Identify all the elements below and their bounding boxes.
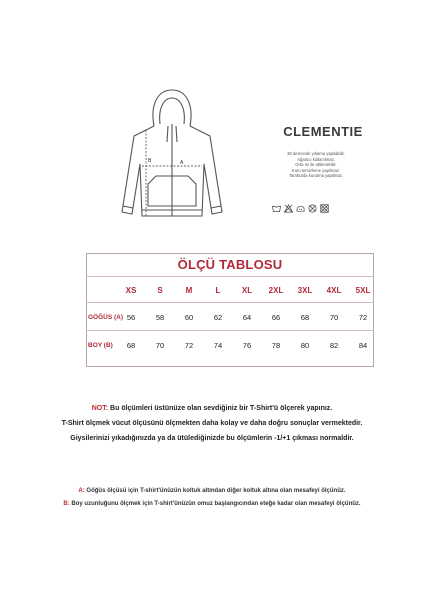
- table-cell: 72: [184, 341, 194, 350]
- table-row: [86, 338, 374, 354]
- table-cell: 70: [155, 341, 165, 350]
- table-cell: 76: [242, 341, 252, 350]
- table-cell: 70: [329, 313, 339, 322]
- definition-line: [0, 500, 424, 508]
- table-cell: 56: [126, 313, 136, 322]
- note-line: Giysilerinizi yıkadığınızda ya da ütülediğinizde bu ölçümlerin -1/+1 çıkması normaldir.: [70, 435, 354, 442]
- size-header: 2XL: [268, 286, 284, 295]
- table-cell: 64: [242, 313, 252, 322]
- note-prefix: NOT:: [91, 405, 109, 412]
- definition-key: A:: [78, 488, 85, 494]
- table-cell: 58: [155, 313, 165, 322]
- note-text: Bu ölçümleri üstünüze olan sevdiğiniz bir T-Shirt'ü ölçerek yapınız.: [108, 405, 333, 412]
- care-symbols: [272, 204, 329, 213]
- care-line: Orta ısı ile ütülenebilir.: [295, 162, 337, 168]
- divider: [86, 302, 374, 303]
- wash-30-icon: [272, 204, 281, 213]
- table-cell: 68: [300, 313, 310, 322]
- table-cell: 66: [271, 313, 281, 322]
- table-cell: 68: [126, 341, 136, 350]
- note-line: T-Shirt ölçmek vücut ölçüsünü ölçmekten daha kolay ve daha doğru sonuçlar vermektedir.: [61, 420, 363, 427]
- brand-name: CLEMENTIE: [283, 124, 363, 139]
- size-header: M: [185, 286, 193, 295]
- divider: [86, 330, 374, 331]
- definition-text: Göğüs ölçüsü için T-shirt'ünüzün koltuk altından diğer koltuk altına olan mesafeyi ölçünüz.: [84, 488, 346, 494]
- care-line: Ağartıcı kullanılmaz.: [297, 156, 335, 162]
- table-cell: 78: [271, 341, 281, 350]
- note-line: [0, 404, 424, 413]
- definition-text: Boy uzunluğunu ölçmek için T-shirt'ünüzün omuz başlangıcından eteğe kadar olan mesafeyi ölçünüz.: [69, 501, 361, 507]
- table-cell: 72: [358, 313, 368, 322]
- no-dryclean-icon: [308, 204, 317, 213]
- row-label: GÖĞÜS (A): [88, 314, 124, 321]
- table-row: [86, 310, 374, 326]
- table-cell: 62: [213, 313, 223, 322]
- no-tumble-dry-icon: [320, 204, 329, 213]
- label-b: B: [148, 158, 152, 164]
- size-header: 4XL: [326, 286, 342, 295]
- label-a: A: [180, 160, 184, 166]
- table-cell: 84: [358, 341, 368, 350]
- size-header: L: [215, 286, 221, 295]
- hoodie-diagram: [112, 84, 232, 234]
- care-instructions: [256, 151, 376, 179]
- table-cell: 60: [184, 313, 194, 322]
- table-cell: 80: [300, 341, 310, 350]
- table-title: ÖLÇÜ TABLOSU: [177, 257, 283, 272]
- size-header: 3XL: [297, 286, 313, 295]
- row-label: BOY (B): [88, 342, 113, 349]
- definition-key: B:: [63, 501, 70, 507]
- care-line: Kuru temizleme yapılmaz.: [291, 167, 341, 173]
- table-cell: 74: [213, 341, 223, 350]
- care-line: 30 derecede yıkama yapılabilir.: [287, 151, 345, 156]
- table-cell: 82: [329, 341, 339, 350]
- definition-line: [0, 487, 424, 495]
- divider: [86, 276, 374, 277]
- no-bleach-icon: [284, 204, 293, 213]
- size-header: S: [157, 286, 163, 295]
- size-header: 5XL: [355, 286, 371, 295]
- size-header: XL: [241, 286, 253, 295]
- care-line: Tamburda kurutma yapılmaz.: [289, 173, 343, 179]
- size-header-row: [86, 283, 374, 299]
- size-header: XS: [125, 286, 137, 295]
- iron-medium-icon: [296, 204, 305, 213]
